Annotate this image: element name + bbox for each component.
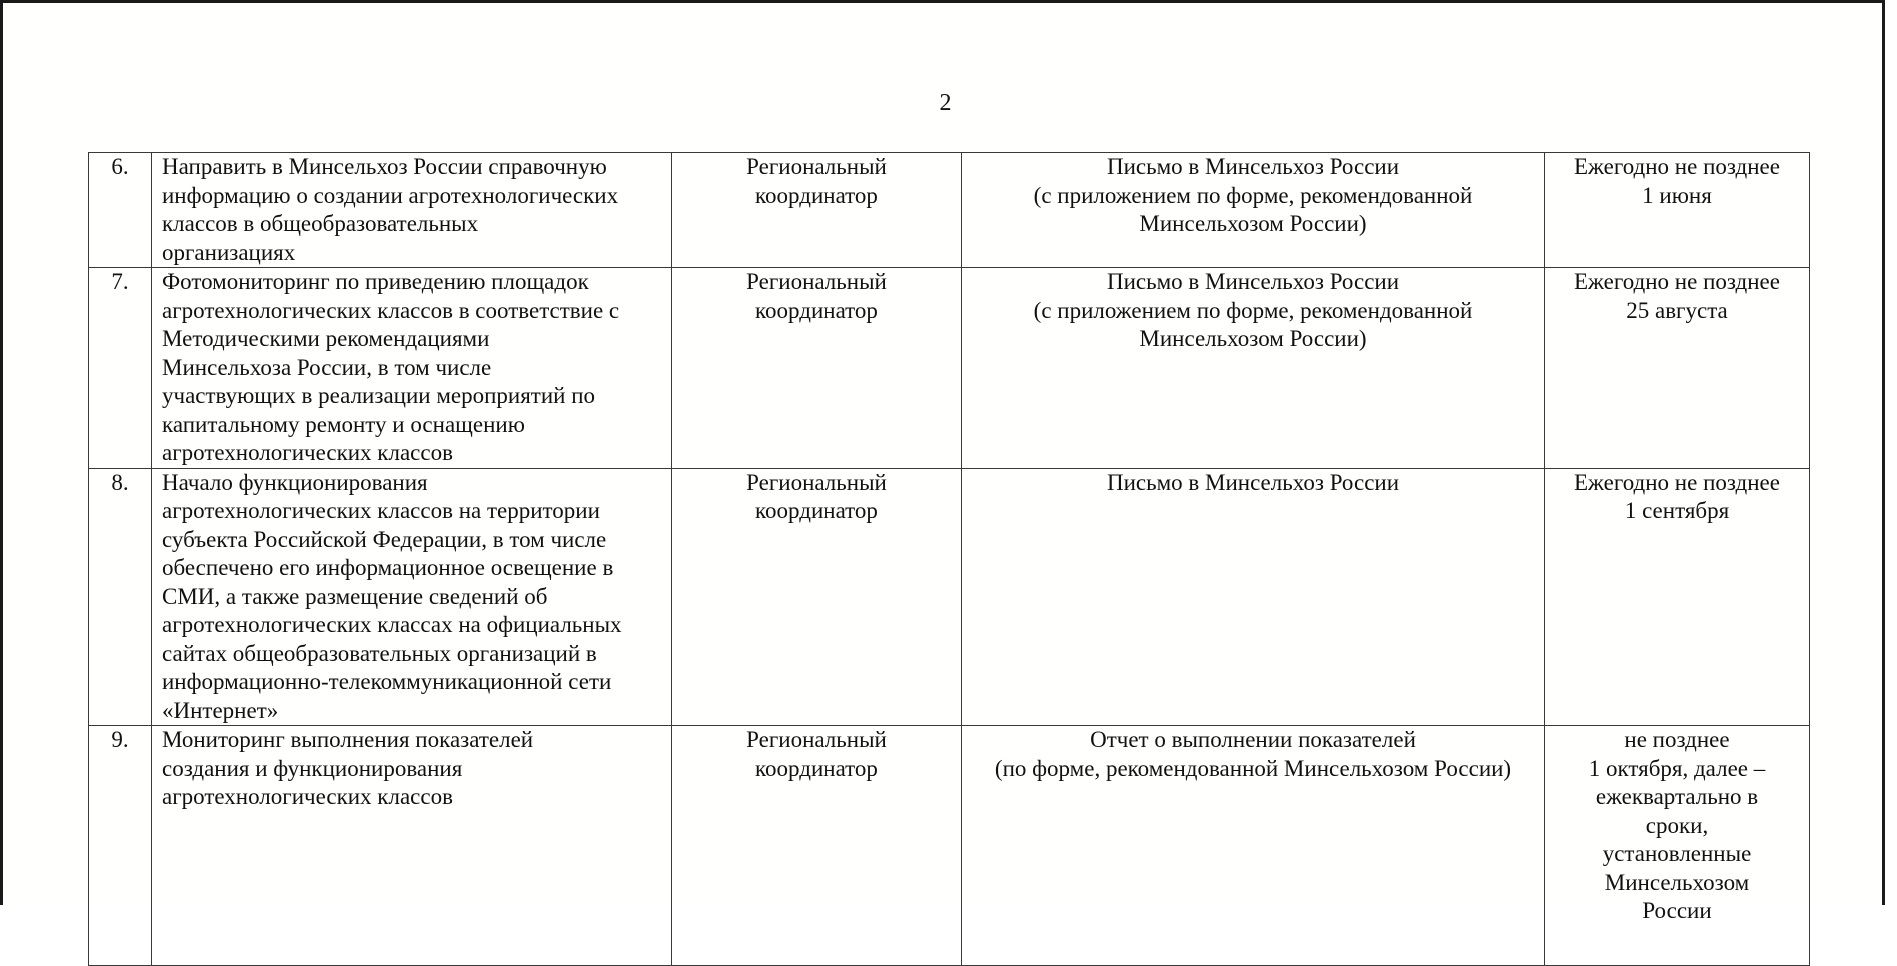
report-form-cell: Письмо в Минсельхоз России (с приложением по форме, рекомендованной Минсельхозом России) (962, 268, 1545, 469)
table-row (89, 268, 1810, 469)
task-cell: Направить в Минсельхоз России справочную информацию о создании агротехнологических классов в общеобразовательных организациях (152, 153, 672, 268)
row-number-cell: 9. (89, 726, 152, 966)
responsible-cell: Региональный координатор (672, 268, 962, 469)
report-form-cell: Письмо в Минсельхоз России (с приложением по форме, рекомендованной Минсельхозом России) (962, 153, 1545, 268)
report-form-cell: Письмо в Минсельхоз России (962, 468, 1545, 726)
row-number-cell: 6. (89, 153, 152, 268)
row-number-cell: 8. (89, 468, 152, 726)
responsible-cell: Региональный координатор (672, 726, 962, 966)
page-number: 2 (939, 90, 952, 116)
task-cell: Начало функционирования агротехнологических классов на территории субъекта Российской Федерации, в том числе обеспечено его информационное освещение в СМИ, а также размещение сведений об агротехнологических классах на официальных сайтах общеобразовательных организаций в информационно-телекоммуникационной сети «Интернет» (152, 468, 672, 726)
deadline-cell: Ежегодно не позднее 1 сентября (1545, 468, 1810, 726)
task-cell: Фотомониторинг по приведению площадок агротехнологических классов в соответствие с Методическими рекомендациями Минсельхоза России, в том числе участвующих в реализации мероприятий по капитальному ремонту и оснащению агротехнологических классов (152, 268, 672, 469)
table-row (89, 468, 1810, 726)
task-cell: Мониторинг выполнения показателей создания и функционирования агротехнологических классов (152, 726, 672, 966)
deadline-cell: Ежегодно не позднее 25 августа (1545, 268, 1810, 469)
deadline-cell: не позднее 1 октября, далее – ежеквартально в сроки, установленные Минсельхозом России (1545, 726, 1810, 966)
row-number-cell: 7. (89, 268, 152, 469)
deadline-cell: Ежегодно не позднее 1 июня (1545, 153, 1810, 268)
table-row (89, 153, 1810, 268)
activity-table (88, 152, 1810, 966)
responsible-cell: Региональный координатор (672, 153, 962, 268)
report-form-cell: Отчет о выполнении показателей (по форме, рекомендованной Минсельхозом России) (962, 726, 1545, 966)
table-row (89, 726, 1810, 966)
responsible-cell: Региональный координатор (672, 468, 962, 726)
